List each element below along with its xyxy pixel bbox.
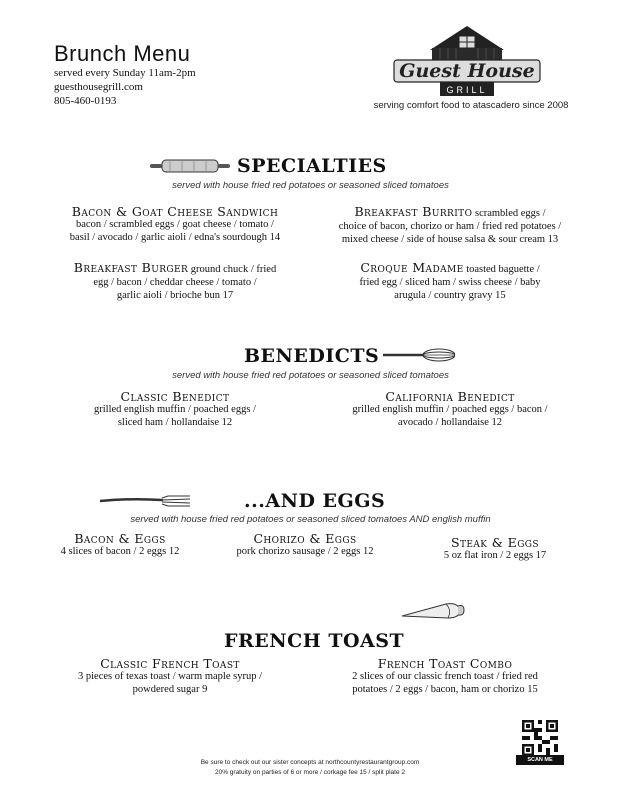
menu-item [315,261,585,302]
logo-grill: GRILL [446,85,488,95]
item-description: bacon / scrambled eggs / goat cheese / tomato / [76,219,274,230]
item-name: Croque Madame [360,260,464,275]
item-description: egg / bacon / cheddar cheese / tomato / [93,277,257,288]
specialties-title: SPECIALTIES [237,155,387,177]
menu-item [40,261,310,302]
item-description: toasted baguette / [466,264,540,275]
item-description: scrambled eggs / [474,208,546,219]
item-description: grilled english muffin / poached eggs / bacon / [352,404,548,415]
item-description: powdered sugar 9 [132,684,208,695]
item-description: fried egg / sliced ham / swiss cheese / baby [359,277,541,288]
logo-tagline: serving comfort food to atascadero since 2008 [373,100,569,111]
qr-code-icon[interactable] [522,720,558,756]
item-description: potatoes / 2 eggs / bacon, ham or chorizo 15 [352,684,538,695]
item-description: basil / avocado / garlic aioli / edna's sourdough 14 [69,232,281,243]
item-description: 4 slices of bacon / 2 eggs 12 [60,546,180,557]
and-eggs-subtitle: served with house fried red potatoes or seasoned sliced tomatoes AND english muffin [130,514,491,525]
scan-me-label: SCAN ME [516,755,564,765]
menu-item [40,390,310,429]
footer-policies: 20% gratuity on parties of 6 or more / corkage fee 15 / split plate 2 [214,769,406,776]
item-description: choice of bacon, chorizo or ham / fried red potatoes / [338,221,562,232]
item-description: grilled english muffin / poached eggs / [94,404,256,415]
item-description: arugula / country gravy 15 [394,290,506,301]
footer-sister-concepts: Be sure to check out our sister concepts at northcountyrestaurantgroup.com [200,759,420,766]
fork-icon [100,494,190,508]
menu-item [315,205,585,246]
item-name: French Toast Combo [377,656,513,671]
rolling-pin-icon [150,158,230,174]
header-block [54,42,196,108]
menu-item [40,205,310,244]
specialties-subtitle: served with house fried red potatoes or seasoned sliced tomatoes [172,180,449,191]
menu-title: Brunch Menu [54,41,191,66]
item-name: Classic Benedict [120,389,230,404]
item-description: 2 slices of our classic french toast / fried red [352,671,538,682]
logo-name: Guest House [399,60,535,82]
item-name: Bacon & Eggs [74,531,166,546]
item-name: Steak & Eggs [451,535,539,550]
and-eggs-title: ...AND EGGS [244,490,386,512]
footer [150,758,470,778]
item-name: Bacon & Goat Cheese Sandwich [71,204,279,219]
menu-item [30,532,210,558]
item-description: 3 pieces of texas toast / warm maple syrup / [78,671,262,682]
schedule-text: served every Sunday 11am-2pm [54,67,196,79]
menu-item [305,657,585,696]
menu-item [400,536,590,562]
guest-house-grill-logo [388,24,546,100]
item-description: garlic aioli / brioche bun 17 [116,290,234,301]
item-description: avocado / hollandaise 12 [397,417,503,428]
menu-item [310,390,590,429]
phone-number[interactable]: 805-460-0193 [54,95,117,107]
website-link[interactable]: guesthousegrill.com [54,81,143,93]
item-description: 5 oz flat iron / 2 eggs 17 [443,550,547,561]
whisk-icon [383,348,455,362]
french-toast-title: FRENCH TOAST [224,630,405,652]
menu-item [35,657,305,696]
item-name: Chorizo & Eggs [253,531,357,546]
item-name: Classic French Toast [100,656,240,671]
benedicts-title: BENEDICTS [244,345,380,367]
item-name: California Benedict [385,389,515,404]
item-description: pork chorizo sausage / 2 eggs 12 [236,546,374,557]
item-description: ground chuck / fried [190,264,277,275]
item-name: Breakfast Burger [73,260,189,275]
item-description: sliced ham / hollandaise 12 [117,417,233,428]
benedicts-subtitle: served with house fried red potatoes or seasoned sliced tomatoes [172,370,449,381]
item-description: mixed cheese / side of house salsa & sour cream 13 [341,234,559,245]
piping-bag-icon [402,600,466,622]
item-name: Breakfast Burrito [354,204,473,219]
menu-item [215,532,395,558]
